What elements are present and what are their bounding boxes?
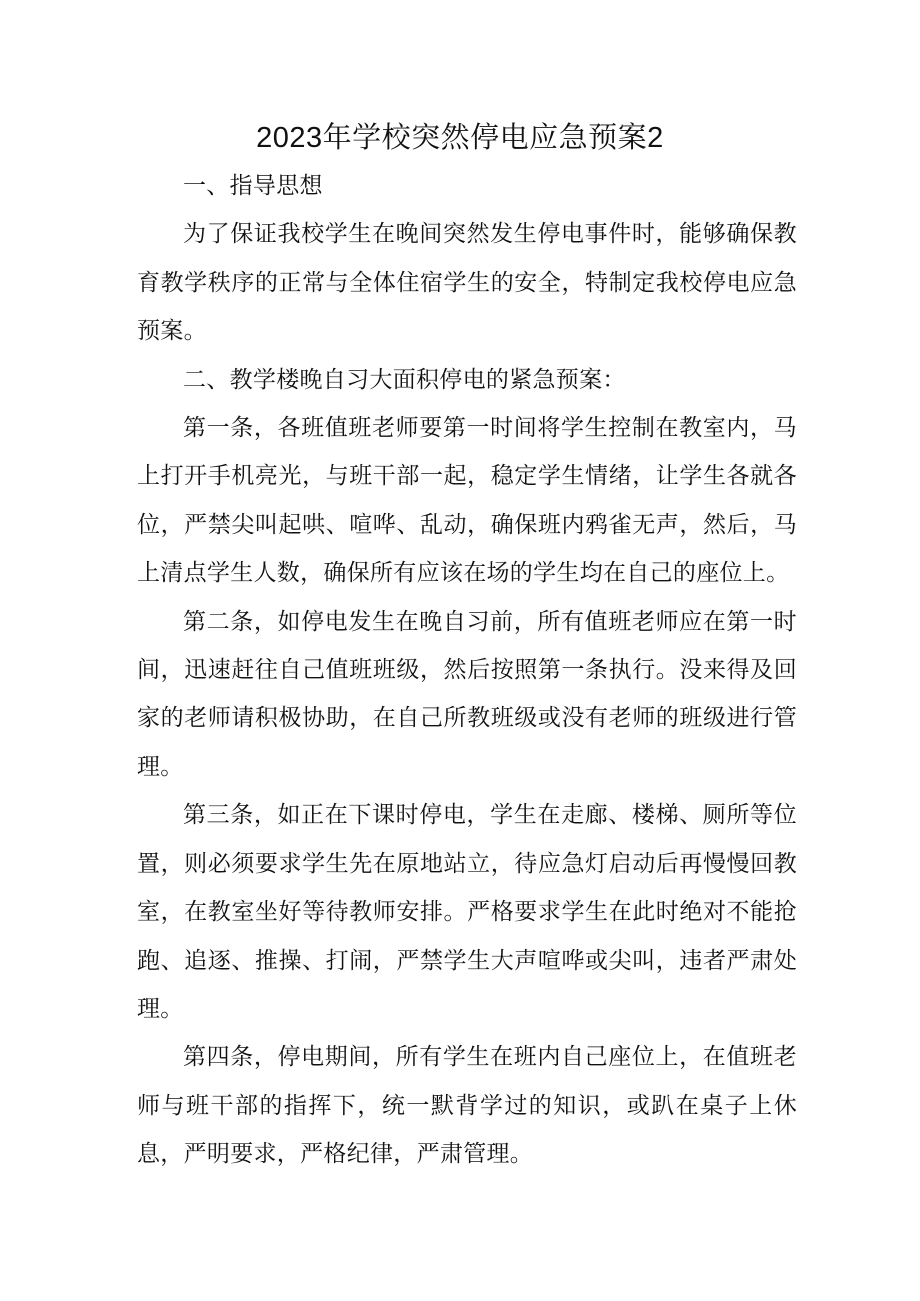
paragraph-article-3: 第三条，如正在下课时停电，学生在走廊、楼梯、厕所等位置，则必须要求学生先在原地站立，待应急灯启动后再慢慢回教室，在教室坐好等待教师安排。严格要求学生在此时绝对不能抢跑、追逐、推操、打闹，严禁学生大声喧哗或尖叫，违者严肃处理。 xyxy=(137,802,797,1022)
document-title: 2023年学校突然停电应急预案2 xyxy=(256,122,664,154)
document-body xyxy=(137,162,797,1179)
section-heading-emergency-plan: 二、教学楼晚自习大面积停电的紧急预案： xyxy=(183,366,626,393)
section-heading-guiding-ideology: 一、指导思想 xyxy=(183,173,323,199)
paragraph-article-2: 第二条，如停电发生在晚自习前，所有值班老师应在第一时间，迅速赶往自己值班班级，然后按照第一条执行。没来得及回家的老师请积极协助，在自己所教班级或没有老师的班级进行管理。 xyxy=(137,608,797,780)
paragraph-purpose: 为了保证我校学生在晚间突然发生停电事件时，能够确保教育教学秩序的正常与全体住宿学生的安全，特制定我校停电应急预案。 xyxy=(137,221,797,345)
paragraph-article-1: 第一条，各班值班老师要第一时间将学生控制在教室内，马上打开手机亮光，与班干部一起，稳定学生情绪，让学生各就各位，严禁尖叫起哄、喧哗、乱动，确保班内鸦雀无声，然后，马上清点学生人数，确保所有应该在场的学生均在自己的座位上。 xyxy=(137,415,797,587)
paragraph-article-4: 第四条，停电期间，所有学生在班内自己座位上，在值班老师与班干部的指挥下，统一默背学过的知识，或趴在桌子上休息，严明要求，严格纪律，严肃管理。 xyxy=(137,1044,797,1168)
